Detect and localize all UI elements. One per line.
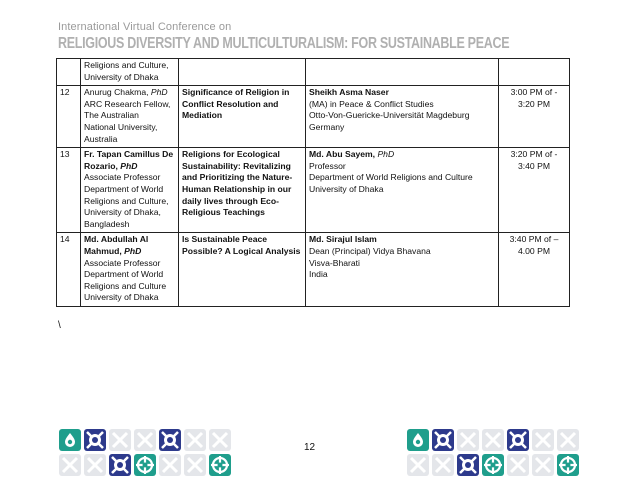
navy-cross-icon xyxy=(108,453,132,477)
presenter-affiliation-line: Religions and Culture xyxy=(84,280,167,291)
presenter-degree: PhD xyxy=(150,87,168,98)
chair-name: Md. Abu Sayem, xyxy=(309,149,376,160)
chair-name: Sheikh Asma Naser xyxy=(309,87,389,98)
faded-pattern-icon xyxy=(83,453,107,477)
table-row xyxy=(57,148,570,233)
faded-pattern-icon xyxy=(108,428,132,452)
paper-topic xyxy=(179,59,306,86)
chair-name: Md. Sirajul Islam xyxy=(309,234,377,245)
faded-pattern-icon xyxy=(58,453,82,477)
table-row xyxy=(57,59,570,86)
presenter-affiliation-line: Australia xyxy=(84,133,118,144)
session-time: 3:00 PM of - 3:20 PM xyxy=(499,86,570,148)
presenter-cell xyxy=(81,233,179,307)
conference-title: RELIGIOUS DIVERSITY AND MULTICULTURALISM: FOR SUSTAINABLE PEACE xyxy=(58,34,510,52)
faded-pattern-icon xyxy=(456,428,480,452)
faded-pattern-icon xyxy=(208,428,232,452)
chair-cell xyxy=(306,233,499,307)
chair-affiliation-line: India xyxy=(309,269,328,280)
presenter-affiliation-line: Associate Professor xyxy=(84,257,161,268)
navy-cross-icon xyxy=(83,428,107,452)
presenter-cell xyxy=(81,148,179,233)
session-time: 3:40 PM of – 4.00 PM xyxy=(499,233,570,307)
presenter-name: Anurug Chakma, xyxy=(84,87,149,98)
chair-heading xyxy=(309,87,495,99)
chair-affiliation-line: Department of World Religions and Culture xyxy=(309,172,473,183)
presenter-affiliation-line: University of Dhaka xyxy=(84,292,159,303)
presenter-affiliation-line: National University, xyxy=(84,121,158,132)
chair-degree: PhD xyxy=(377,149,395,160)
paper-topic: Is Sustainable Peace Possible? A Logical Analysis xyxy=(179,233,306,307)
stray-backslash: \ xyxy=(58,320,61,331)
chair-cell xyxy=(306,86,499,148)
session-number: 13 xyxy=(57,148,81,233)
faded-pattern-icon xyxy=(481,428,505,452)
presenter-cell xyxy=(81,59,179,86)
teal-drop-icon xyxy=(58,428,82,452)
schedule-table xyxy=(56,58,570,307)
faded-pattern-icon xyxy=(158,453,182,477)
paper-topic: Religions for Ecological Sustainability: Revitalizing and Prioritizing the Nature-Human Relationship in our daily lives through Eco-Religious Teachings xyxy=(179,148,306,233)
teal-drop-icon xyxy=(406,428,430,452)
chair-affiliation-line: Dean (Principal) Vidya Bhavana xyxy=(309,245,431,256)
faded-pattern-icon xyxy=(183,428,207,452)
chair-affiliation-line: Professor xyxy=(309,160,346,171)
session-number: 12 xyxy=(57,86,81,148)
teal-wheel-icon xyxy=(133,453,157,477)
chair-affiliation-line: Otto-Von-Guericke-Universität Magdeburg xyxy=(309,110,470,121)
session-number xyxy=(57,59,81,86)
presenter-affiliation-line: The Australian xyxy=(84,110,139,121)
session-time: 3:20 PM of - 3:40 PM xyxy=(499,148,570,233)
table-row xyxy=(57,86,570,148)
page-number: 12 xyxy=(304,442,316,453)
faded-pattern-icon xyxy=(531,453,555,477)
presenter-affiliation-line: Religions and Culture, xyxy=(84,60,169,70)
chair-cell xyxy=(306,148,499,233)
presenter-degree: PhD xyxy=(124,245,142,256)
presenter-affiliation-line: ARC Research Fellow, xyxy=(84,98,171,109)
session-number: 14 xyxy=(57,233,81,307)
presenter-cell xyxy=(81,86,179,148)
chair-affiliation-line: Germany xyxy=(309,121,345,132)
chair-cell xyxy=(306,59,499,86)
session-time xyxy=(499,59,570,86)
navy-cross-icon xyxy=(456,453,480,477)
presenter-affiliation-line: Associate Professor xyxy=(84,172,161,183)
faded-pattern-icon xyxy=(183,453,207,477)
faded-pattern-icon xyxy=(133,428,157,452)
faded-pattern-icon xyxy=(556,428,580,452)
presenter-affiliation-line: Religions and Culture, xyxy=(84,195,169,206)
table-row xyxy=(57,233,570,307)
faded-pattern-icon xyxy=(406,453,430,477)
faded-pattern-icon xyxy=(506,453,530,477)
chair-affiliation-line: University of Dhaka xyxy=(309,183,384,194)
paper-topic: Significance of Religion in Conflict Resolution and Mediation xyxy=(179,86,306,148)
chair-affiliation-line: (MA) in Peace & Conflict Studies xyxy=(309,98,434,109)
presenter-degree: PhD xyxy=(120,160,138,171)
presenter-affiliation-line: University of Dhaka, xyxy=(84,207,161,218)
conference-subtitle: International Virtual Conference on xyxy=(58,21,232,33)
navy-cross-icon xyxy=(506,428,530,452)
decorative-pattern-left xyxy=(58,428,232,477)
chair-heading xyxy=(309,234,495,246)
teal-wheel-icon xyxy=(556,453,580,477)
navy-cross-icon xyxy=(158,428,182,452)
faded-pattern-icon xyxy=(531,428,555,452)
decorative-pattern-right xyxy=(406,428,580,477)
presenter-affiliation-line: Department of World xyxy=(84,183,164,194)
teal-wheel-icon xyxy=(208,453,232,477)
presenter-affiliation-line: Department of World xyxy=(84,269,164,280)
presenter-name: Md. Abdullah Al Mahmud, xyxy=(84,234,149,256)
teal-wheel-icon xyxy=(481,453,505,477)
faded-pattern-icon xyxy=(431,453,455,477)
presenter-name: Fr. Tapan Camillus De Rozario, xyxy=(84,149,174,171)
presenter-affiliation-line: University of Dhaka xyxy=(84,71,159,82)
conference-header xyxy=(58,21,510,52)
chair-heading xyxy=(309,149,495,161)
navy-cross-icon xyxy=(431,428,455,452)
chair-affiliation-line: Visva-Bharati xyxy=(309,257,360,268)
presenter-affiliation-line: Bangladesh xyxy=(84,218,130,229)
